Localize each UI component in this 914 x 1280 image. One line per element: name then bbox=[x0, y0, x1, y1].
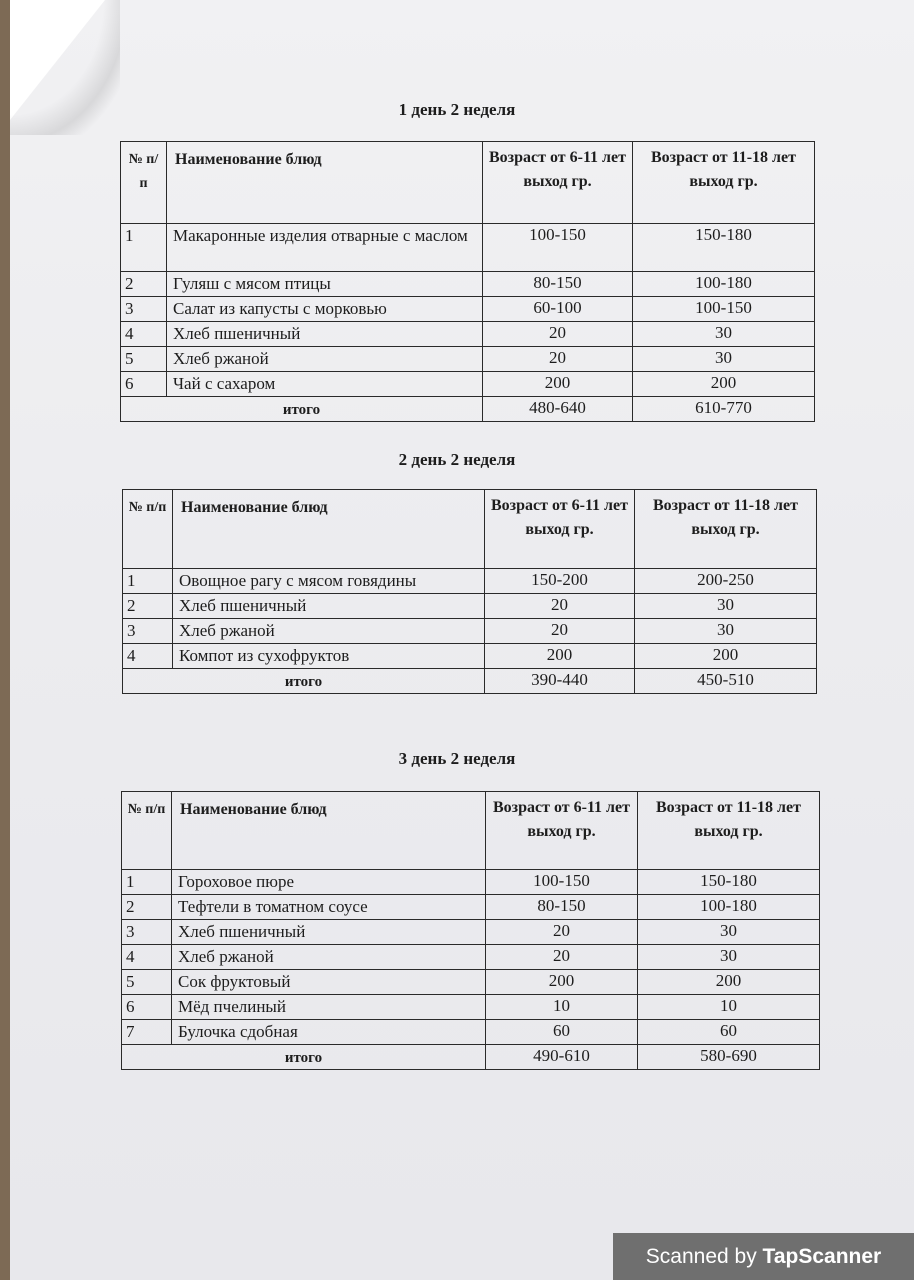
table-row bbox=[121, 297, 815, 322]
row-dish-name: Овощное рагу с мясом говядины bbox=[173, 569, 485, 594]
table-row bbox=[122, 995, 820, 1020]
row-number: 3 bbox=[121, 297, 167, 322]
row-dish-name: Булочка сдобная bbox=[172, 1020, 486, 1045]
total-label: итого bbox=[122, 1045, 486, 1070]
row-portion-11-18: 30 bbox=[635, 619, 817, 644]
row-dish-name: Хлеб пшеничный bbox=[172, 920, 486, 945]
header-number: № п/п bbox=[123, 490, 173, 569]
row-portion-6-11: 10 bbox=[486, 995, 638, 1020]
total-label: итого bbox=[121, 397, 483, 422]
total-portion-11-18: 450-510 bbox=[635, 669, 817, 694]
table-total-row bbox=[122, 1045, 820, 1070]
row-dish-name: Хлеб пшеничный bbox=[173, 594, 485, 619]
row-number: 1 bbox=[123, 569, 173, 594]
total-portion-6-11: 480-640 bbox=[483, 397, 633, 422]
row-number: 5 bbox=[121, 347, 167, 372]
row-portion-11-18: 150-180 bbox=[638, 870, 820, 895]
row-portion-11-18: 200 bbox=[635, 644, 817, 669]
row-dish-name: Макаронные изделия отварные с маслом bbox=[167, 224, 483, 272]
row-dish-name: Гуляш с мясом птицы bbox=[167, 272, 483, 297]
row-portion-6-11: 200 bbox=[483, 372, 633, 397]
row-number: 3 bbox=[122, 920, 172, 945]
row-number: 4 bbox=[121, 322, 167, 347]
total-portion-6-11: 390-440 bbox=[485, 669, 635, 694]
row-portion-11-18: 200 bbox=[638, 970, 820, 995]
row-portion-11-18: 30 bbox=[638, 945, 820, 970]
row-portion-6-11: 20 bbox=[483, 322, 633, 347]
total-label: итого bbox=[123, 669, 485, 694]
menu-table-day-1 bbox=[120, 141, 815, 422]
total-portion-6-11: 490-610 bbox=[486, 1045, 638, 1070]
watermark-brand: TapScanner bbox=[762, 1245, 882, 1268]
row-portion-11-18: 100-150 bbox=[633, 297, 815, 322]
row-portion-6-11: 100-150 bbox=[486, 870, 638, 895]
header-age-6-11: Возраст от 6-11 лет выход гр. bbox=[483, 142, 633, 224]
menu-table-day-3 bbox=[121, 791, 820, 1070]
section-title-day-2: 2 день 2 неделя bbox=[398, 450, 516, 469]
row-number: 1 bbox=[121, 224, 167, 272]
row-portion-11-18: 60 bbox=[638, 1020, 820, 1045]
total-portion-11-18: 610-770 bbox=[633, 397, 815, 422]
row-portion-6-11: 200 bbox=[485, 644, 635, 669]
row-portion-11-18: 100-180 bbox=[638, 895, 820, 920]
table-header-row bbox=[122, 792, 820, 870]
header-age-6-11: Возраст от 6-11 лет выход гр. bbox=[485, 490, 635, 569]
row-portion-11-18: 200-250 bbox=[635, 569, 817, 594]
header-dish-name: Наименование блюд bbox=[173, 490, 485, 569]
header-age-6-11: Возраст от 6-11 лет выход гр. bbox=[486, 792, 638, 870]
row-dish-name: Хлеб ржаной bbox=[167, 347, 483, 372]
row-dish-name: Мёд пчелиный bbox=[172, 995, 486, 1020]
table-total-row bbox=[121, 397, 815, 422]
row-number: 6 bbox=[121, 372, 167, 397]
table-row bbox=[121, 224, 815, 272]
row-portion-11-18: 100-180 bbox=[633, 272, 815, 297]
row-number: 7 bbox=[122, 1020, 172, 1045]
row-portion-6-11: 60-100 bbox=[483, 297, 633, 322]
row-portion-6-11: 150-200 bbox=[485, 569, 635, 594]
row-dish-name: Гороховое пюре bbox=[172, 870, 486, 895]
row-number: 6 bbox=[122, 995, 172, 1020]
table-row bbox=[121, 272, 815, 297]
row-portion-11-18: 30 bbox=[633, 347, 815, 372]
watermark-prefix: Scanned by bbox=[645, 1245, 763, 1268]
row-portion-6-11: 20 bbox=[483, 347, 633, 372]
row-portion-6-11: 20 bbox=[485, 619, 635, 644]
header-number: № п/п bbox=[122, 792, 172, 870]
row-portion-6-11: 60 bbox=[486, 1020, 638, 1045]
table-row bbox=[122, 870, 820, 895]
row-portion-11-18: 30 bbox=[635, 594, 817, 619]
table-row bbox=[122, 945, 820, 970]
table-row bbox=[123, 569, 817, 594]
table-row bbox=[122, 970, 820, 995]
header-dish-name: Наименование блюд bbox=[167, 142, 483, 224]
row-dish-name: Сок фруктовый bbox=[172, 970, 486, 995]
row-portion-6-11: 80-150 bbox=[486, 895, 638, 920]
row-number: 4 bbox=[122, 945, 172, 970]
table-row bbox=[123, 594, 817, 619]
row-dish-name: Чай с сахаром bbox=[167, 372, 483, 397]
table-row bbox=[121, 372, 815, 397]
scanner-watermark bbox=[613, 1233, 914, 1280]
table-row bbox=[123, 644, 817, 669]
row-portion-11-18: 150-180 bbox=[633, 224, 815, 272]
section-title-day-3: 3 день 2 неделя bbox=[398, 749, 516, 768]
table-row bbox=[123, 619, 817, 644]
row-portion-6-11: 100-150 bbox=[483, 224, 633, 272]
row-portion-6-11: 20 bbox=[486, 945, 638, 970]
row-dish-name: Хлеб ржаной bbox=[172, 945, 486, 970]
row-number: 4 bbox=[123, 644, 173, 669]
table-row bbox=[122, 895, 820, 920]
row-dish-name: Тефтели в томатном соусе bbox=[172, 895, 486, 920]
table-header-row bbox=[121, 142, 815, 224]
row-number: 5 bbox=[122, 970, 172, 995]
row-number: 2 bbox=[122, 895, 172, 920]
row-portion-6-11: 20 bbox=[485, 594, 635, 619]
table-row bbox=[122, 920, 820, 945]
row-portion-11-18: 30 bbox=[638, 920, 820, 945]
table-row bbox=[122, 1020, 820, 1045]
menu-table-day-2 bbox=[122, 489, 817, 694]
header-age-11-18: Возраст от 11-18 лет выход гр. bbox=[638, 792, 820, 870]
row-portion-6-11: 20 bbox=[486, 920, 638, 945]
row-number: 1 bbox=[122, 870, 172, 895]
row-dish-name: Хлеб ржаной bbox=[173, 619, 485, 644]
table-header-row bbox=[123, 490, 817, 569]
row-number: 2 bbox=[123, 594, 173, 619]
row-dish-name: Компот из сухофруктов bbox=[173, 644, 485, 669]
table-total-row bbox=[123, 669, 817, 694]
row-portion-11-18: 200 bbox=[633, 372, 815, 397]
header-dish-name: Наименование блюд bbox=[172, 792, 486, 870]
header-age-11-18: Возраст от 11-18 лет выход гр. bbox=[633, 142, 815, 224]
table-row bbox=[121, 347, 815, 372]
row-dish-name: Салат из капусты с морковью bbox=[167, 297, 483, 322]
table-row bbox=[121, 322, 815, 347]
row-number: 2 bbox=[121, 272, 167, 297]
section-title-day-1: 1 день 2 неделя bbox=[398, 100, 516, 119]
row-portion-6-11: 80-150 bbox=[483, 272, 633, 297]
header-number: № п/п bbox=[121, 142, 167, 224]
row-portion-11-18: 30 bbox=[633, 322, 815, 347]
header-age-11-18: Возраст от 11-18 лет выход гр. bbox=[635, 490, 817, 569]
total-portion-11-18: 580-690 bbox=[638, 1045, 820, 1070]
row-portion-6-11: 200 bbox=[486, 970, 638, 995]
row-portion-11-18: 10 bbox=[638, 995, 820, 1020]
row-dish-name: Хлеб пшеничный bbox=[167, 322, 483, 347]
row-number: 3 bbox=[123, 619, 173, 644]
